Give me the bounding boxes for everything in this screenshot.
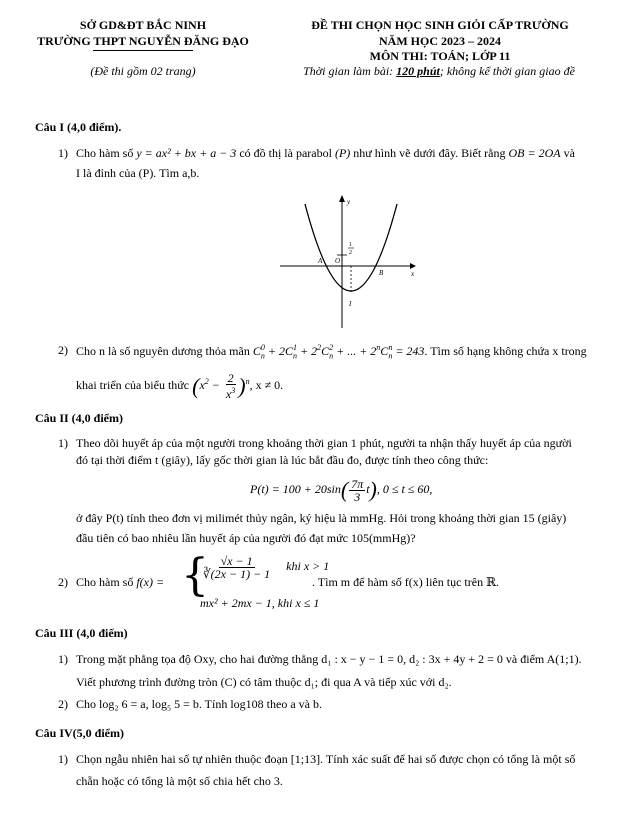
piecewise-case-2: mx² + 2mx − 1, khi x ≤ 1 — [200, 596, 320, 610]
q2-part2-number: 2) — [58, 575, 68, 589]
q1-part2-number: 2) — [58, 343, 68, 357]
question-4-title: Câu IV(5,0 điểm) — [35, 726, 124, 740]
y-axis-label: y — [347, 198, 351, 206]
q3-part2-line: Cho log₂ 6 = a, log₅ 5 = b. Tính log108 theo a và b. — [76, 697, 322, 711]
page-count-note: (Đề thi gồm 02 trang) — [90, 64, 196, 78]
binomial-expression: ($x^2$ − $\frac{2}{x^3}$ )$^n$ — [192, 371, 250, 401]
q3-part2-number: 2) — [58, 697, 68, 711]
blood-pressure-formula: P(t) = 100 + 20sin( $\frac{7\pi}{3}$ t), 0 ≤ t ≤ 60, — [250, 476, 433, 504]
q3-part1-line2: Viết phương trình đường tròn (C) có tâm thuộc d₁; đi qua A và tiếp xúc với d₂. — [76, 675, 452, 689]
question-2-title: Câu II (4,0 điểm) — [35, 411, 124, 425]
binomial-sum: $C_n^0 + 2C_n^1 + 2^2C_n^2$ + ... + $2^nC_n^n = 243$ — [252, 343, 425, 361]
school-name: TRƯỜNG THPT NGUYỄN ĐĂNG ĐẠO — [37, 34, 249, 48]
subject: MÔN THI: TOÁN; LỚP 11 — [369, 49, 511, 63]
q2-part1-line3: ở đây P(t) tính theo đơn vị milimét thủy ngân, ký hiệu là mmHg. Hỏi trong khoảng thời gian 15 (giây) — [76, 511, 567, 525]
piecewise-case-1: $\frac{√x - 1}{∛(2x - 1) - 1}$ khi x > 1 — [203, 554, 330, 581]
q2-part1-line2: đó tại thời điểm t (giây), lấy gốc thời gian là lúc bắt đầu đo, được tính theo công thức: — [76, 453, 489, 467]
origin-label: O — [335, 257, 341, 265]
school-department: SỞ GD&ĐT BẮC NINH — [79, 18, 207, 32]
half-numerator: 1 — [349, 242, 352, 248]
parabola-graph — [275, 190, 425, 330]
q4-part1-line2: chẵn hoặc có tổng là một số chia hết cho 3. — [76, 774, 283, 788]
point-A-label: A — [318, 257, 323, 265]
q2-part1-line4: đầu tiên có bao nhiêu lần huyết áp của người đó đạt mức 105(mmHg)? — [76, 531, 416, 545]
y-axis-arrow — [339, 195, 345, 202]
q2-part2-lead: Cho hàm số f(x) = — [76, 575, 165, 589]
q1-part1-line2: I là đỉnh của (P). Tìm a,b. — [76, 166, 200, 180]
header-left-rule — [93, 50, 193, 51]
q3-part1-number: 1) — [58, 652, 68, 666]
question-1-title: Câu I (4,0 điểm). — [35, 120, 122, 134]
vertex-I-label: I — [349, 300, 352, 308]
q4-part1-number: 1) — [58, 752, 68, 766]
point-B-label: B — [379, 269, 384, 277]
q2-part2-tail: . Tìm m để hàm số f(x) liên tục trên ℝ. — [312, 575, 500, 589]
q1-part1-line1: Cho hàm số y = ax² + bx + a − 3 có đồ thị là parabol (P) như hình vẽ dưới đây. Biết rằng OB = 2OA và — [76, 146, 575, 160]
x-axis-arrow — [410, 263, 416, 269]
q2-part1-line1: Theo dõi huyết áp của một người trong khoảng thời gian 1 phút, người ta nhận thấy huyết áp của người — [76, 436, 572, 450]
half-denominator: 2 — [349, 250, 352, 256]
q2-part1-number: 1) — [58, 436, 68, 450]
q3-part1-line1: Trong mặt phẳng tọa độ Oxy, cho hai đường thẳng d₁ : x − y − 1 = 0, d₂ : 3x + 4y + 2 = 0 và điểm A(1;1). — [76, 652, 582, 666]
q1-part2-line2: khai triển của biểu thức ($x^2$ − $\frac{2}{x^3}$ )$^n$, x ≠ 0. — [76, 371, 284, 401]
q1-part2-line1: Cho n là số nguyên dương thỏa mãn $C_n^0 + 2C_n^1 + 2^2C_n^2$ + ... + $2^nC_n^n = 243$. Tìm số hạng không chứa x trong — [76, 343, 587, 361]
exam-title: ĐỀ THI CHỌN HỌC SINH GIỎI CẤP TRƯỜNG — [311, 18, 569, 32]
time-limit: Thời gian làm bài: 120 phút; không kể thời gian giao đề — [303, 64, 575, 78]
question-3-title: Câu III (4,0 điểm) — [35, 626, 128, 640]
q4-part1-line1: Chọn ngẫu nhiên hai số tự nhiên thuộc đoạn [1;13]. Tính xác suất để hai số được chọn có tổng là một số — [76, 752, 576, 766]
q1-part1-number: 1) — [58, 146, 68, 160]
x-axis-label: x — [411, 270, 415, 278]
school-year: NĂM HỌC 2023 – 2024 — [379, 34, 501, 48]
piecewise-brace: { — [181, 550, 209, 601]
